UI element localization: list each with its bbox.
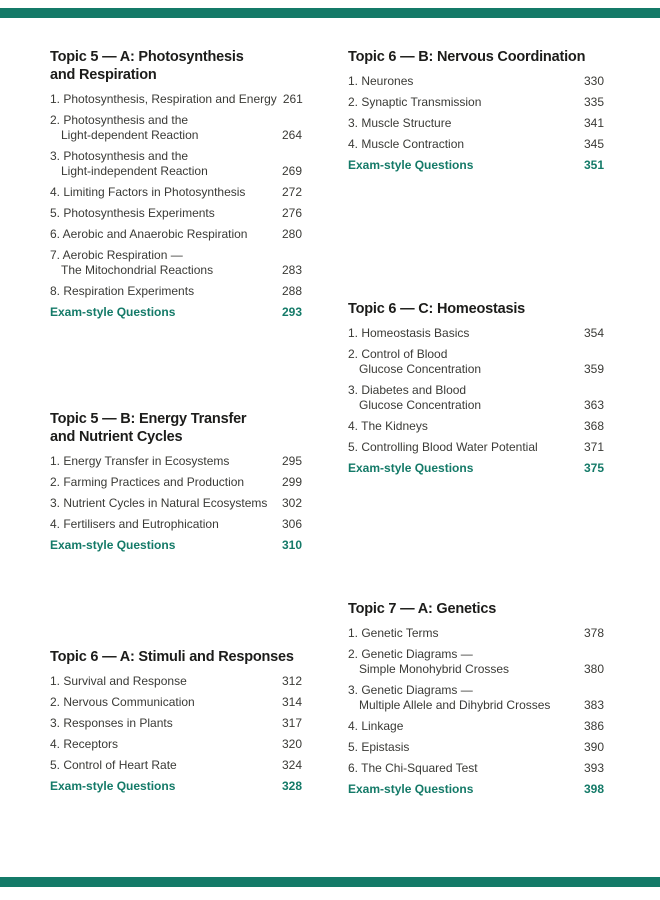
entry-title: 4. Receptors	[50, 737, 119, 751]
entry-title: 4. Fertilisers and Eutrophication	[50, 517, 219, 531]
toc-entry	[50, 113, 302, 143]
page-number: 335	[583, 95, 604, 109]
page-number: 269	[281, 164, 302, 178]
entry-title: 3. Diabetes and Blood Glucose Concentration	[348, 383, 482, 412]
exam-style-questions-row	[348, 158, 604, 173]
entry-title: 2. Genetic Diagrams — Simple Monohybrid Crosses	[348, 647, 510, 676]
toc-entry	[348, 719, 604, 734]
page-number: 280	[281, 227, 302, 241]
page-number: 302	[281, 496, 302, 510]
section-entries	[50, 674, 302, 773]
page-number: 393	[583, 761, 604, 775]
entry-title: 5. Photosynthesis Experiments	[50, 206, 215, 220]
section-title-line: Topic 6 — A: Stimuli and Responses	[50, 649, 294, 665]
section-entries	[348, 326, 604, 455]
entry-title: 2. Farming Practices and Production	[50, 475, 245, 489]
page-number: 351	[583, 158, 604, 172]
section-title-line: Topic 5 — B: Energy Transfer	[50, 411, 247, 427]
entry-title: 1. Neurones	[348, 74, 414, 88]
page-number: 283	[281, 263, 302, 277]
page-number: 314	[281, 695, 302, 709]
toc-entry	[50, 758, 302, 773]
section-title-line: Topic 6 — C: Homeostasis	[348, 301, 526, 317]
section-title-line: and Nutrient Cycles	[50, 429, 183, 445]
page-number: 371	[583, 440, 604, 454]
section-title	[348, 300, 604, 318]
toc-entry	[50, 695, 302, 710]
entry-title: 8. Respiration Experiments	[50, 284, 195, 298]
entry-title: 2. Nervous Communication	[50, 695, 195, 709]
toc-entry	[348, 740, 604, 755]
page-number: 288	[281, 284, 302, 298]
page-number: 330	[583, 74, 604, 88]
page-number: 375	[583, 461, 604, 475]
bottom-rule-bar	[0, 877, 660, 887]
toc-section	[50, 648, 302, 794]
toc-entry	[50, 454, 302, 469]
page-number: 383	[583, 698, 604, 712]
toc-entry	[50, 185, 302, 200]
exam-style-questions-label: Exam-style Questions	[50, 779, 176, 793]
page-number: 324	[281, 758, 302, 772]
toc-entry	[50, 227, 302, 242]
exam-style-questions-row	[50, 779, 302, 794]
entry-title: 1. Photosynthesis, Respiration and Energy	[50, 92, 277, 106]
page-number: 363	[583, 398, 604, 412]
toc-section	[348, 300, 604, 476]
toc-entry	[50, 517, 302, 532]
toc-entry	[348, 440, 604, 455]
page-number: 390	[583, 740, 604, 754]
page-number: 320	[281, 737, 302, 751]
entry-title: 2. Photosynthesis and the Light-dependent Reaction	[50, 113, 199, 142]
toc-entry	[50, 248, 302, 278]
toc-entry	[348, 761, 604, 776]
section-title-line: Topic 7 — A: Genetics	[348, 601, 497, 617]
exam-style-questions-label: Exam-style Questions	[348, 782, 474, 796]
section-entries	[50, 92, 302, 299]
page-number: 310	[281, 538, 302, 552]
exam-style-questions-label: Exam-style Questions	[348, 461, 474, 475]
entry-title: 3. Photosynthesis and the Light-independent Reaction	[50, 149, 208, 178]
toc-entry	[348, 647, 604, 677]
entry-title: 6. The Chi-Squared Test	[348, 761, 478, 775]
toc-entry	[348, 626, 604, 641]
toc-entry	[348, 137, 604, 152]
page-number: 380	[583, 662, 604, 676]
toc-entry	[50, 284, 302, 299]
page-number: 359	[583, 362, 604, 376]
page-number: 378	[583, 626, 604, 640]
toc-section	[50, 48, 302, 320]
toc-entry	[348, 683, 604, 713]
entry-title: 4. Linkage	[348, 719, 404, 733]
page-number: 354	[583, 326, 604, 340]
entry-title: 5. Epistasis	[348, 740, 410, 754]
toc-entry	[50, 737, 302, 752]
entry-title: 3. Muscle Structure	[348, 116, 452, 130]
exam-style-questions-row	[348, 782, 604, 797]
page-number: 264	[281, 128, 302, 142]
page-number: 368	[583, 419, 604, 433]
entry-title: 1. Genetic Terms	[348, 626, 439, 640]
entry-title: 1. Homeostasis Basics	[348, 326, 470, 340]
section-entries	[348, 74, 604, 152]
entry-title: 1. Survival and Response	[50, 674, 187, 688]
entry-title: 3. Nutrient Cycles in Natural Ecosystems	[50, 496, 268, 510]
page-number: 295	[281, 454, 302, 468]
toc-entry	[50, 674, 302, 689]
page-number: 328	[281, 779, 302, 793]
entry-title: 1. Energy Transfer in Ecosystems	[50, 454, 230, 468]
entry-title: 7. Aerobic Respiration — The Mitochondrial Reactions	[50, 248, 214, 277]
exam-style-questions-row	[348, 461, 604, 476]
top-rule-bar	[0, 8, 660, 18]
exam-style-questions-label: Exam-style Questions	[50, 305, 176, 319]
toc-entry	[348, 326, 604, 341]
section-title	[50, 410, 302, 446]
toc-entry	[50, 92, 302, 107]
page-number: 306	[281, 517, 302, 531]
entry-title: 4. The Kidneys	[348, 419, 428, 433]
page-number: 312	[281, 674, 302, 688]
page-number: 386	[583, 719, 604, 733]
entry-title: 3. Genetic Diagrams — Multiple Allele and Dihybrid Crosses	[348, 683, 551, 712]
toc-entry	[50, 496, 302, 511]
toc-entry	[50, 206, 302, 221]
entry-title: 6. Aerobic and Anaerobic Respiration	[50, 227, 248, 241]
entry-title: 4. Limiting Factors in Photosynthesis	[50, 185, 246, 199]
section-entries	[50, 454, 302, 532]
toc-entry	[348, 383, 604, 413]
toc-entry	[348, 116, 604, 131]
section-title	[348, 48, 604, 66]
entry-title: 5. Controlling Blood Water Potential	[348, 440, 538, 454]
toc-entry	[348, 419, 604, 434]
page-number: 261	[282, 92, 303, 106]
section-title	[348, 600, 604, 618]
exam-style-questions-row	[50, 538, 302, 553]
toc-entry	[50, 716, 302, 731]
page-number: 276	[281, 206, 302, 220]
toc-section	[348, 600, 604, 797]
section-entries	[348, 626, 604, 776]
page-number: 398	[583, 782, 604, 796]
entry-title: 5. Control of Heart Rate	[50, 758, 177, 772]
toc-entry	[348, 347, 604, 377]
section-title-line: Topic 6 — B: Nervous Coordination	[348, 49, 586, 65]
page-number: 317	[281, 716, 302, 730]
page-number: 293	[281, 305, 302, 319]
toc-entry	[50, 475, 302, 490]
page-number: 272	[281, 185, 302, 199]
entry-title: 3. Responses in Plants	[50, 716, 173, 730]
exam-style-questions-row	[50, 305, 302, 320]
section-title	[50, 648, 302, 666]
toc-section	[348, 48, 604, 173]
section-title	[50, 48, 302, 84]
section-title-line: Topic 5 — A: Photosynthesis	[50, 49, 244, 65]
section-title-line: and Respiration	[50, 67, 157, 83]
page-number: 299	[281, 475, 302, 489]
entry-title: 4. Muscle Contraction	[348, 137, 465, 151]
entry-title: 2. Synaptic Transmission	[348, 95, 482, 109]
toc-entry	[348, 95, 604, 110]
entry-title: 2. Control of Blood Glucose Concentration	[348, 347, 482, 376]
page-number: 341	[583, 116, 604, 130]
exam-style-questions-label: Exam-style Questions	[50, 538, 176, 552]
page-number: 345	[583, 137, 604, 151]
toc-entry	[348, 74, 604, 89]
exam-style-questions-label: Exam-style Questions	[348, 158, 474, 172]
toc-entry	[50, 149, 302, 179]
toc-section	[50, 410, 302, 553]
